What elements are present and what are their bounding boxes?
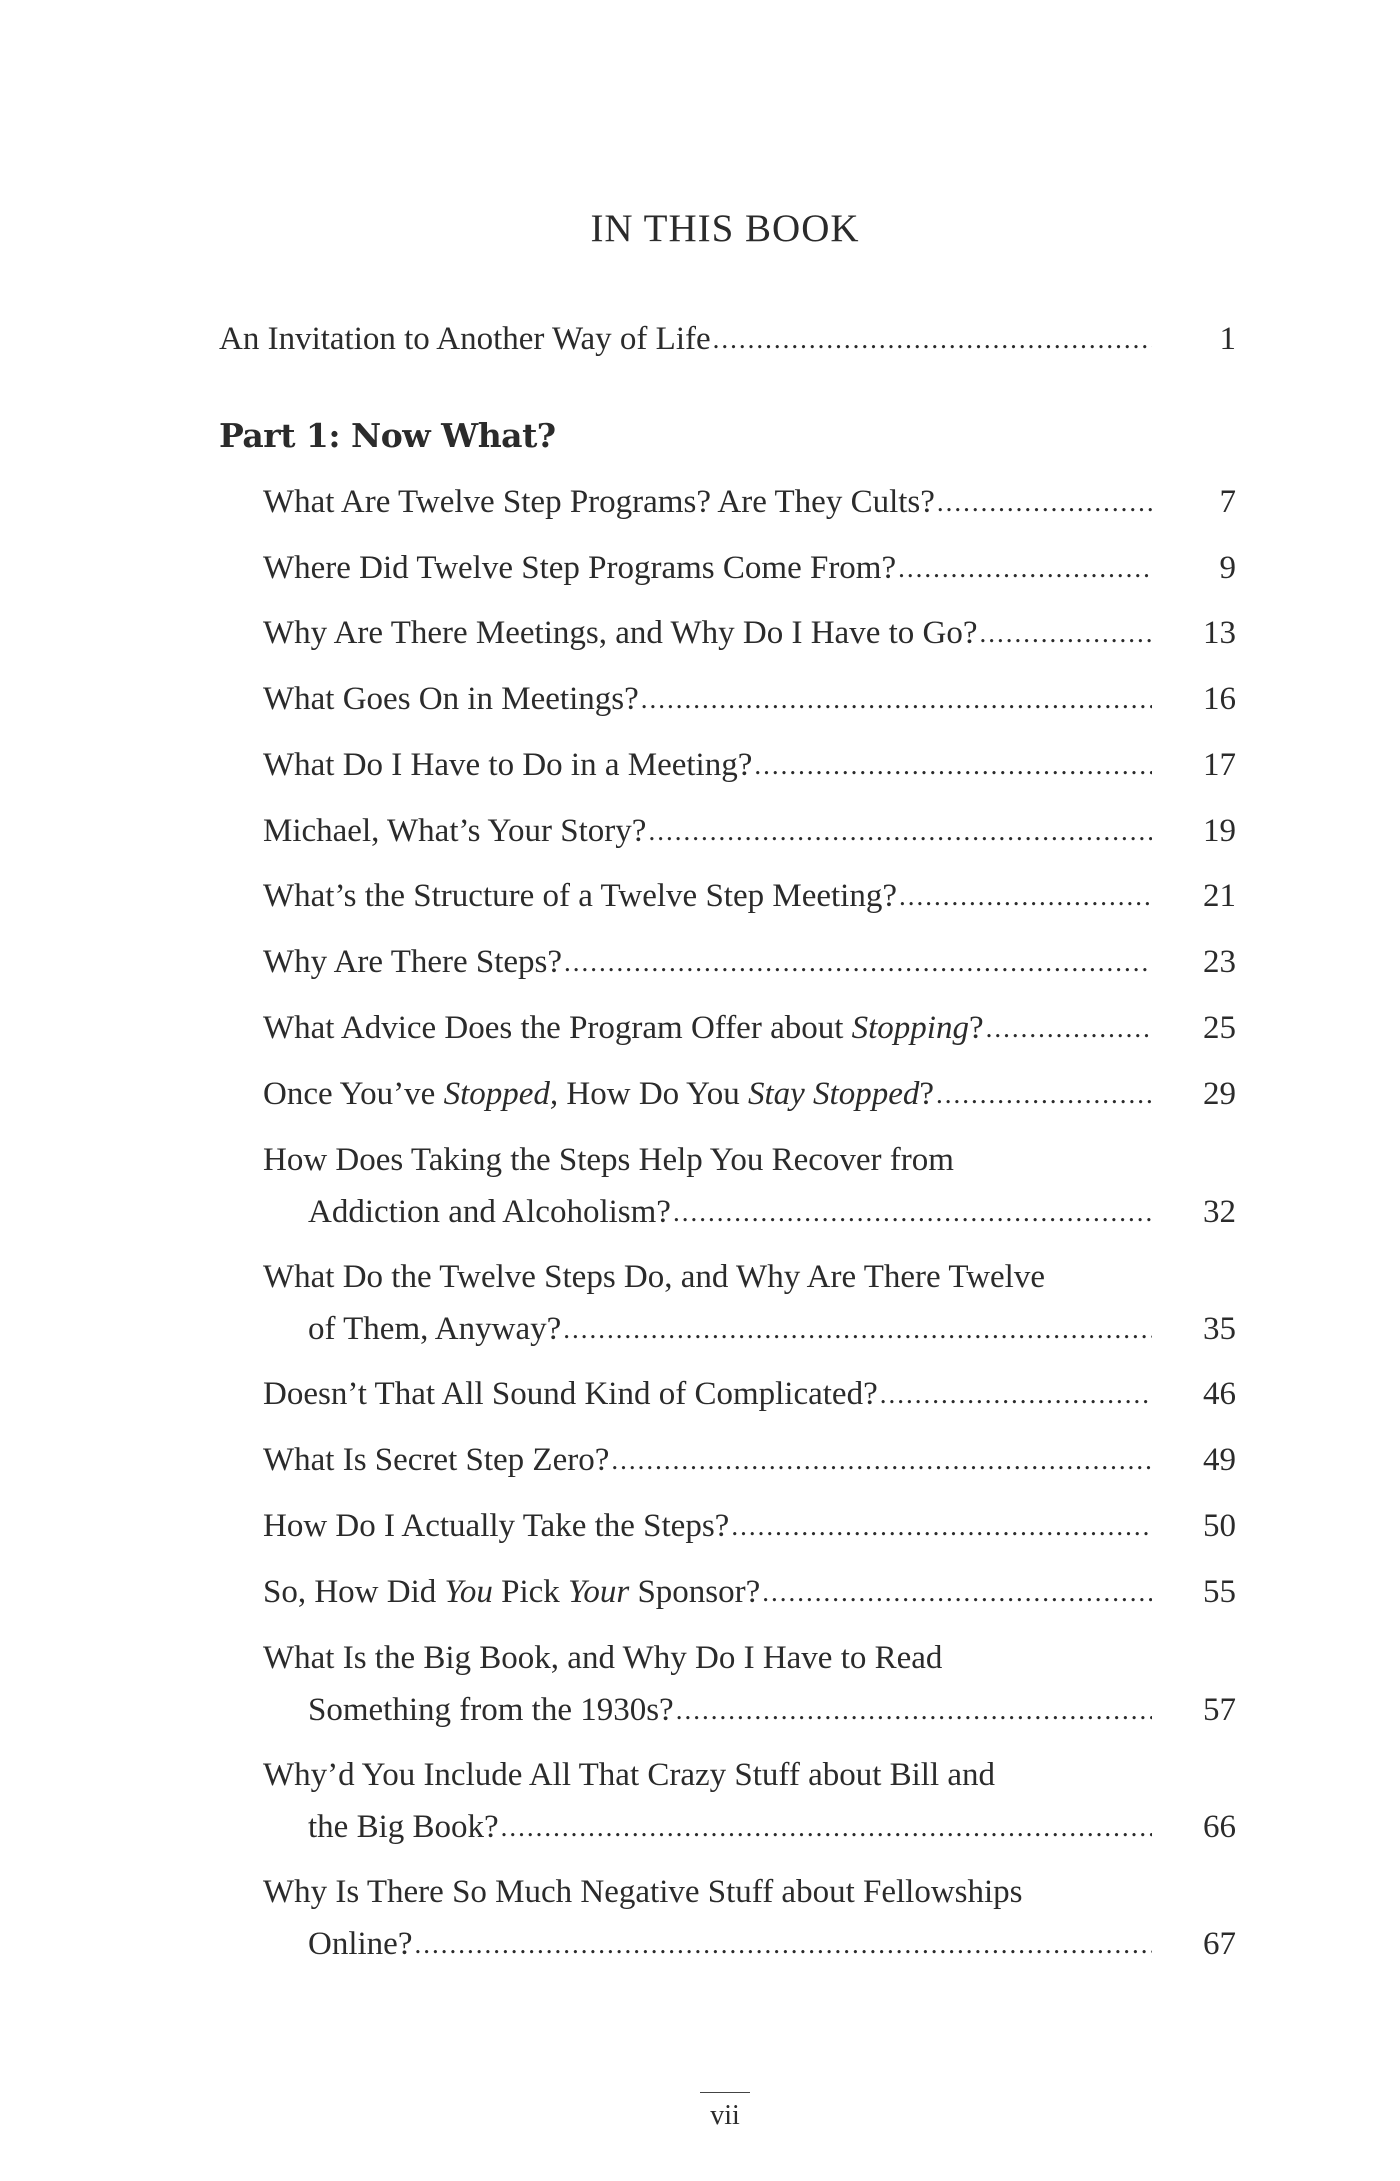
toc-entry-title-line2: Addiction and Alcoholism?	[308, 1194, 671, 1230]
toc-entry-page: 55	[1203, 1574, 1236, 1610]
toc-entry[interactable]	[263, 1632, 1236, 1736]
toc-entry-title: An Invitation to Another Way of Life	[219, 321, 711, 357]
toc-entry[interactable]	[263, 1749, 1236, 1853]
toc-entry-page: 21	[1203, 878, 1236, 914]
dot-leader	[762, 1566, 1152, 1618]
toc-entry-page: 25	[1203, 1010, 1236, 1046]
dot-leader	[564, 936, 1152, 988]
page-title: IN THIS BOOK	[590, 207, 860, 250]
toc-entry[interactable]	[263, 1500, 1236, 1552]
toc-entry-page: 57	[1203, 1692, 1236, 1728]
dot-leader	[563, 1303, 1152, 1355]
dot-leader	[980, 607, 1153, 659]
toc-entry-page: 7	[1219, 484, 1236, 520]
toc-entry-title: What Are Twelve Step Programs? Are They Cults?	[263, 484, 935, 520]
toc-entry-title-line2: of Them, Anyway?	[308, 1311, 562, 1347]
dot-leader	[880, 1368, 1152, 1420]
toc-entry-title: Once You’ve Stopped, How Do You Stay Stopped?	[263, 1076, 935, 1112]
toc-entry-title: Why Are There Meetings, and Why Do I Have to Go?	[263, 615, 978, 651]
toc-entry-page: 29	[1203, 1076, 1236, 1112]
toc-entry-title: How Do I Actually Take the Steps?	[263, 1508, 730, 1544]
toc-entry-title: What’s the Structure of a Twelve Step Meeting?	[263, 878, 897, 914]
toc-entry[interactable]	[263, 1368, 1236, 1420]
toc-entry-title: Where Did Twelve Step Programs Come From?	[263, 550, 897, 586]
toc-entry-title: What Is Secret Step Zero?	[263, 1442, 610, 1478]
toc-entry-title-line2: Something from the 1930s?	[308, 1692, 674, 1728]
toc-entry[interactable]	[263, 936, 1236, 988]
toc-entry-title-line1: What Do the Twelve Steps Do, and Why Are There Twelve	[263, 1259, 1045, 1295]
toc-entry-page: 46	[1203, 1376, 1236, 1412]
toc-entry[interactable]	[263, 476, 1236, 528]
toc-entry[interactable]	[263, 870, 1236, 922]
toc-entry-page: 1	[1219, 321, 1236, 357]
toc-entry-title: So, How Did You Pick Your Sponsor?	[263, 1574, 761, 1610]
toc-entry-page: 50	[1203, 1508, 1236, 1544]
toc-entry-page: 17	[1203, 747, 1236, 783]
toc-entry[interactable]	[263, 673, 1236, 725]
toc-entry[interactable]	[263, 1251, 1236, 1355]
dot-leader	[673, 1186, 1152, 1238]
toc-entry-page: 9	[1219, 550, 1236, 586]
toc-entry-title: Doesn’t That All Sound Kind of Complicated?	[263, 1376, 878, 1412]
dot-leader	[713, 313, 1152, 365]
toc-entry-title-line1: Why’d You Include All That Crazy Stuff about Bill and	[263, 1757, 996, 1793]
dot-leader	[414, 1918, 1152, 1970]
toc-entry-page: 23	[1203, 944, 1236, 980]
toc-entry-page: 16	[1203, 681, 1236, 717]
toc-entry-title: What Do I Have to Do in a Meeting?	[263, 747, 753, 783]
toc-entry-page: 49	[1203, 1442, 1236, 1478]
dot-leader	[676, 1684, 1152, 1736]
toc-entry[interactable]	[263, 1002, 1236, 1054]
toc-entry-title-line1: Why Is There So Much Negative Stuff about Fellowships	[263, 1874, 1023, 1910]
toc-entry[interactable]	[263, 1434, 1236, 1486]
toc-entry-page: 13	[1203, 615, 1236, 651]
toc-entry-title-line1: What Is the Big Book, and Why Do I Have to Read	[263, 1640, 943, 1676]
toc-entry[interactable]	[263, 1134, 1236, 1238]
toc-entry[interactable]	[263, 1866, 1236, 1970]
toc-entry[interactable]	[263, 739, 1236, 791]
part-heading: Part 1: Now What?	[219, 416, 556, 455]
dot-leader	[986, 1002, 1152, 1054]
toc-entry-title-line1: How Does Taking the Steps Help You Recover from	[263, 1142, 954, 1178]
toc-entry[interactable]	[263, 1566, 1236, 1618]
toc-entry-page: 66	[1203, 1809, 1236, 1845]
toc-entry[interactable]	[263, 1068, 1236, 1120]
dot-leader	[899, 870, 1152, 922]
dot-leader	[648, 805, 1152, 857]
dot-leader	[898, 542, 1152, 594]
toc-entry-title: Michael, What’s Your Story?	[263, 813, 647, 849]
toc-entry-page: 67	[1203, 1926, 1236, 1962]
toc-entry-title-line2: the Big Book?	[308, 1809, 499, 1845]
toc-entry[interactable]	[263, 607, 1236, 659]
dot-leader	[754, 739, 1152, 791]
dot-leader	[937, 476, 1152, 528]
toc-entry-invitation[interactable]	[219, 313, 1236, 365]
dot-leader	[501, 1801, 1152, 1853]
dot-leader	[641, 673, 1152, 725]
toc-entry-page: 32	[1203, 1194, 1236, 1230]
toc-entry-title: What Advice Does the Program Offer about Stopping?	[263, 1010, 984, 1046]
page-number: vii	[710, 2100, 740, 2131]
toc-entry[interactable]	[263, 542, 1236, 594]
footer-rule	[700, 2092, 750, 2093]
toc-entry-title: What Goes On in Meetings?	[263, 681, 639, 717]
toc-entry-title: Why Are There Steps?	[263, 944, 563, 980]
dot-leader	[936, 1068, 1152, 1120]
toc-entry[interactable]	[263, 805, 1236, 857]
dot-leader	[611, 1434, 1152, 1486]
dot-leader	[731, 1500, 1152, 1552]
toc-entry-page: 35	[1203, 1311, 1236, 1347]
toc-entry-page: 19	[1203, 813, 1236, 849]
toc-entry-title-line2: Online?	[308, 1926, 413, 1962]
